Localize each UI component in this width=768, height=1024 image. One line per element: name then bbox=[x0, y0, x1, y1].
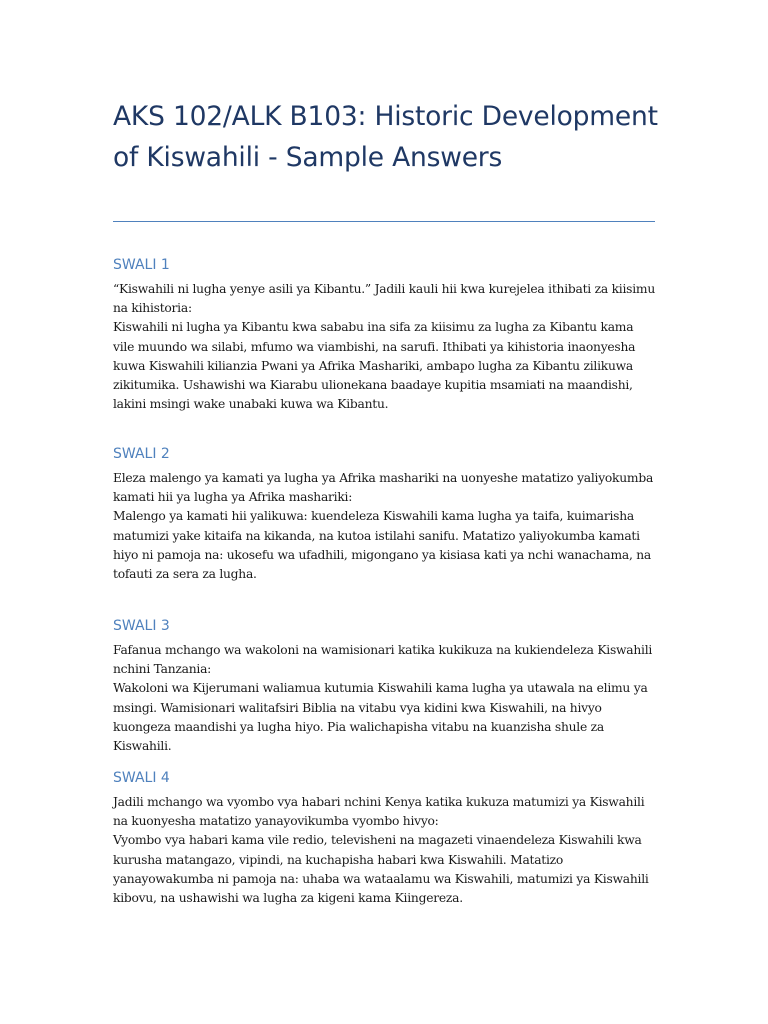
question-text: Eleza malengo ya kamati ya lugha ya Afrika mashariki na uonyeshe matatizo yaliyokumba kamati hii ya lugha ya Afrika mashariki: bbox=[113, 471, 654, 505]
question-text: “Kiswahili ni lugha yenye asili ya Kibantu.” Jadili kauli hii kwa kurejelea ithibati za kiisimu na kihistoria: bbox=[113, 282, 655, 316]
section-heading: SWALI 1 bbox=[113, 257, 170, 273]
document-title: AKS 102/ALK B103: Historic Development of Kiswahili - Sample Answers bbox=[113, 101, 658, 173]
section-heading: SWALI 3 bbox=[113, 618, 170, 634]
answer-text: Kiswahili ni lugha ya Kibantu kwa sababu ina sifa za kiisimu za lugha za Kibantu kama vile muundo wa silabi, mfumo wa viambishi, na sarufi. Ithibati ya kihistoria inaonyesha kuwa Kiswahili kilianzia Pwani ya Afrika Mashariki, ambapo lugha za Kibantu zilikuwa zikitumika. Ushawishi wa Kiarabu ulionekana baadaye kupitia msamiati na maandishi, lakini msingi wake unabaki kuwa wa Kibantu. bbox=[113, 320, 636, 412]
answer-text: Vyombo vya habari kama vile redio, televisheni na magazeti vinaendeleza Kiswahili kwa kurusha matangazo, vipindi, na kuchapisha habari kwa Kiswahili. Matatizo yanayowakumba ni pamoja na: uhaba wa wataalamu wa Kiswahili, matumizi ya Kiswahili kibovu, na ushawishi wa lugha za kigeni kama Kiingereza. bbox=[113, 833, 649, 906]
section-swali-1 bbox=[113, 256, 658, 414]
section-swali-4 bbox=[113, 769, 658, 908]
section-heading: SWALI 2 bbox=[113, 446, 170, 462]
section-heading: SWALI 4 bbox=[113, 770, 170, 786]
answer-text: Malengo ya kamati hii yalikuwa: kuendeleza Kiswahili kama lugha ya taifa, kuimarisha matumizi yake kitaifa na kikanda, na kutoa istilahi sanifu. Matatizo yaliyokumba kamati hiyo ni pamoja na: ukosefu wa ufadhili, migongano ya kisiasa kati ya nchi wanachama, na tofauti za sera za lugha. bbox=[113, 509, 652, 582]
section-swali-3 bbox=[113, 617, 658, 756]
question-text: Jadili mchango wa vyombo vya habari nchini Kenya katika kukuza matumizi ya Kiswahili na kuonyesha matatizo yanayovikumba vyombo hivyo: bbox=[113, 795, 645, 829]
question-text: Fafanua mchango wa wakoloni na wamisionari katika kukikuza na kukiendeleza Kiswahili nchini Tanzania: bbox=[113, 643, 653, 677]
answer-text: Wakoloni wa Kijerumani waliamua kutumia Kiswahili kama lugha ya utawala na elimu ya msingi. Wamisionari walitafsiri Biblia na vitabu vya kidini kwa Kiswahili, na hivyo kuongeza maandishi ya lugha hiyo. Pia walichapisha vitabu na kuanzisha shule za Kiswahili. bbox=[113, 681, 648, 754]
section-swali-2 bbox=[113, 445, 658, 584]
title-divider bbox=[113, 221, 655, 222]
